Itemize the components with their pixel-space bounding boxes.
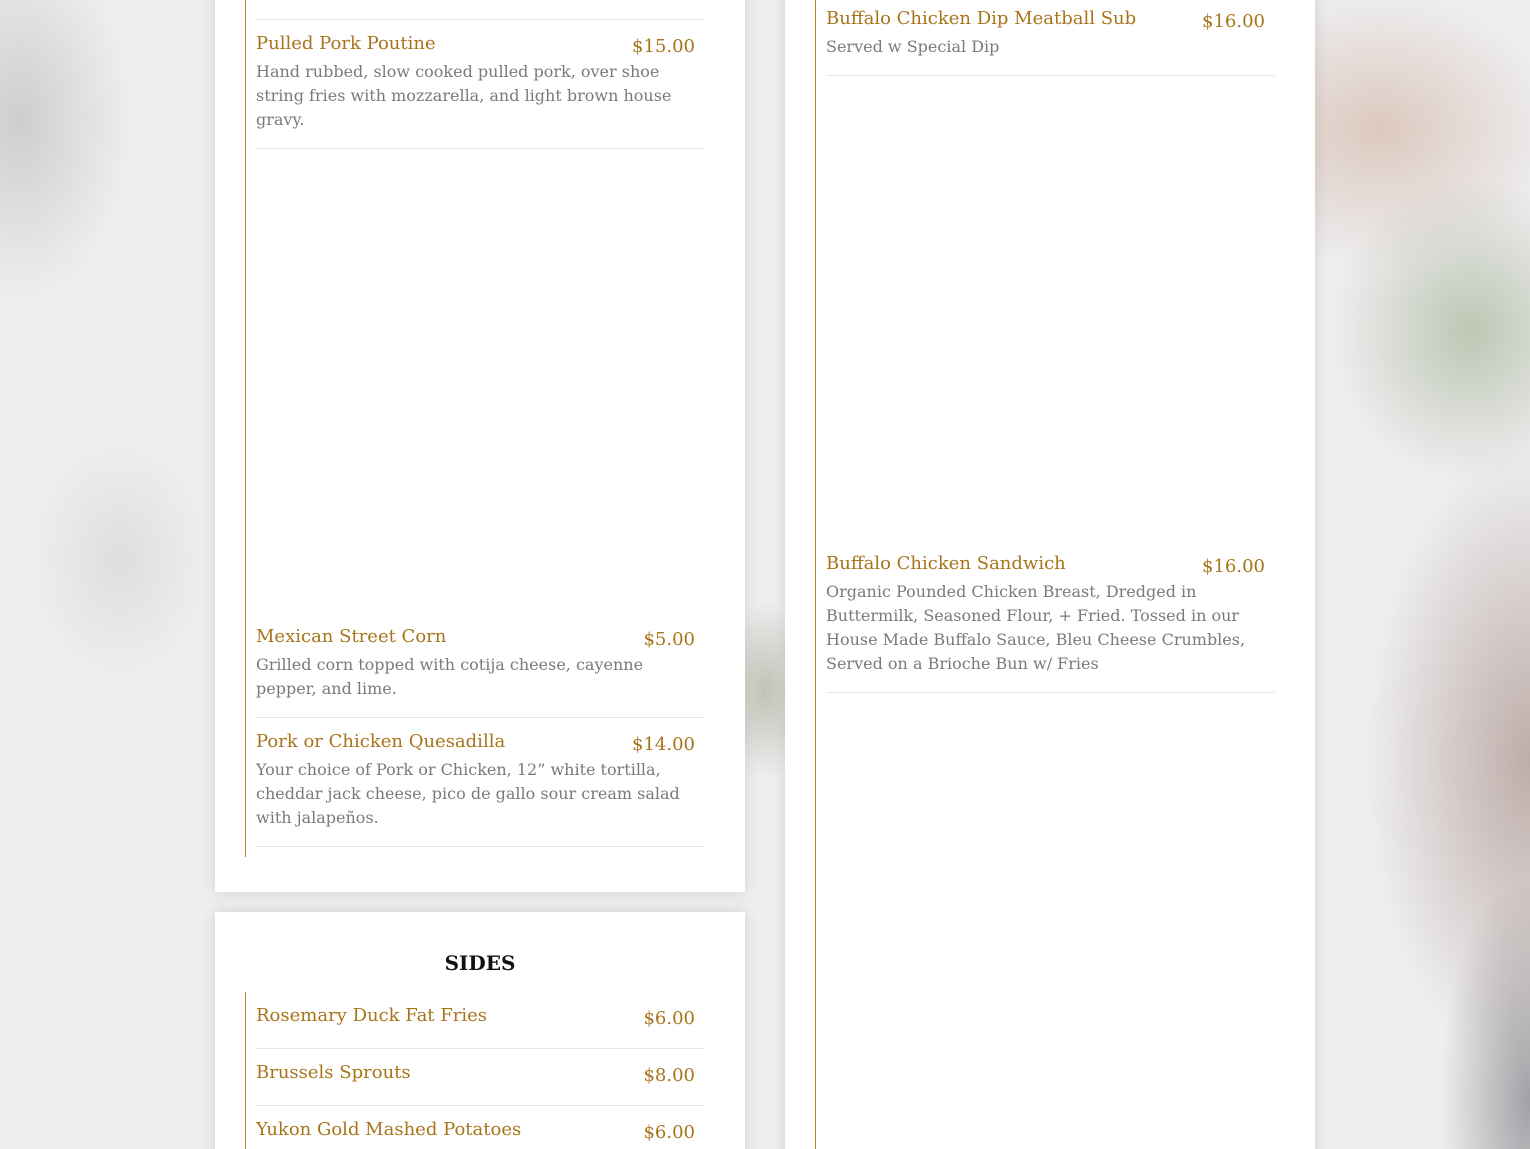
- menu-item-description: Hand rubbed, slow cooked pulled pork, over shoe string fries with mozzarella, and light brown house gravy.: [256, 62, 672, 129]
- menu-accent-line-left: [245, 0, 246, 857]
- menu-item-description: Served w Special Dip: [826, 37, 1000, 56]
- side-item-name: Rosemary Duck Fat Fries: [256, 1005, 488, 1026]
- menu-item-name: Pulled Pork Poutine: [256, 33, 436, 54]
- side-item-price: $8.00: [643, 1065, 695, 1086]
- section-title-sides: SIDES: [444, 951, 516, 975]
- sides-accent-line: [245, 992, 246, 1149]
- menu-item-name: Buffalo Chicken Sandwich: [826, 553, 1066, 574]
- menu-item: [826, 553, 1275, 678]
- side-item-name: Yukon Gold Mashed Potatoes: [256, 1119, 522, 1140]
- divider: [256, 846, 705, 847]
- side-item: [256, 1119, 705, 1149]
- divider: [256, 1048, 705, 1049]
- menu-item-name: Mexican Street Corn: [256, 626, 447, 647]
- side-item-price: $6.00: [643, 1008, 695, 1029]
- side-item: [256, 1062, 705, 1092]
- side-item-name: Brussels Sprouts: [256, 1062, 411, 1083]
- menu-item-name: Buffalo Chicken Dip Meatball Sub: [826, 8, 1137, 29]
- divider: [256, 1105, 705, 1106]
- menu-item-price: $16.00: [1202, 11, 1265, 32]
- menu-item-price: $5.00: [643, 629, 695, 650]
- divider: [256, 148, 705, 149]
- divider: [826, 75, 1275, 76]
- side-item-price: $6.00: [643, 1122, 695, 1143]
- divider: [256, 717, 705, 718]
- divider: [826, 692, 1275, 693]
- menu-item-price: $14.00: [632, 734, 695, 755]
- menu-item-name: Pork or Chicken Quesadilla: [256, 731, 506, 752]
- menu-item-price: $15.00: [632, 36, 695, 57]
- menu-accent-line-right: [815, 0, 816, 1149]
- menu-item-description: Your choice of Pork or Chicken, 12” white tortilla, cheddar jack cheese, pico de gallo sour cream salad with jalapeños.: [256, 760, 680, 827]
- menu-item: [256, 33, 705, 133]
- menu-item: [256, 731, 705, 831]
- menu-item: [826, 8, 1275, 63]
- menu-item: [256, 626, 705, 701]
- menu-item-price: $16.00: [1202, 556, 1265, 577]
- divider: [256, 19, 705, 20]
- menu-item-description: Grilled corn topped with cotija cheese, cayenne pepper, and lime.: [256, 655, 644, 698]
- side-item: [256, 1005, 705, 1035]
- menu-item-description: Organic Pounded Chicken Breast, Dredged in Buttermilk, Seasoned Flour, + Fried. Tossed in our House Made Buffalo Sauce, Bleu Cheese Crumbles, Served on a Brioche Bun w/ Fries: [826, 582, 1246, 673]
